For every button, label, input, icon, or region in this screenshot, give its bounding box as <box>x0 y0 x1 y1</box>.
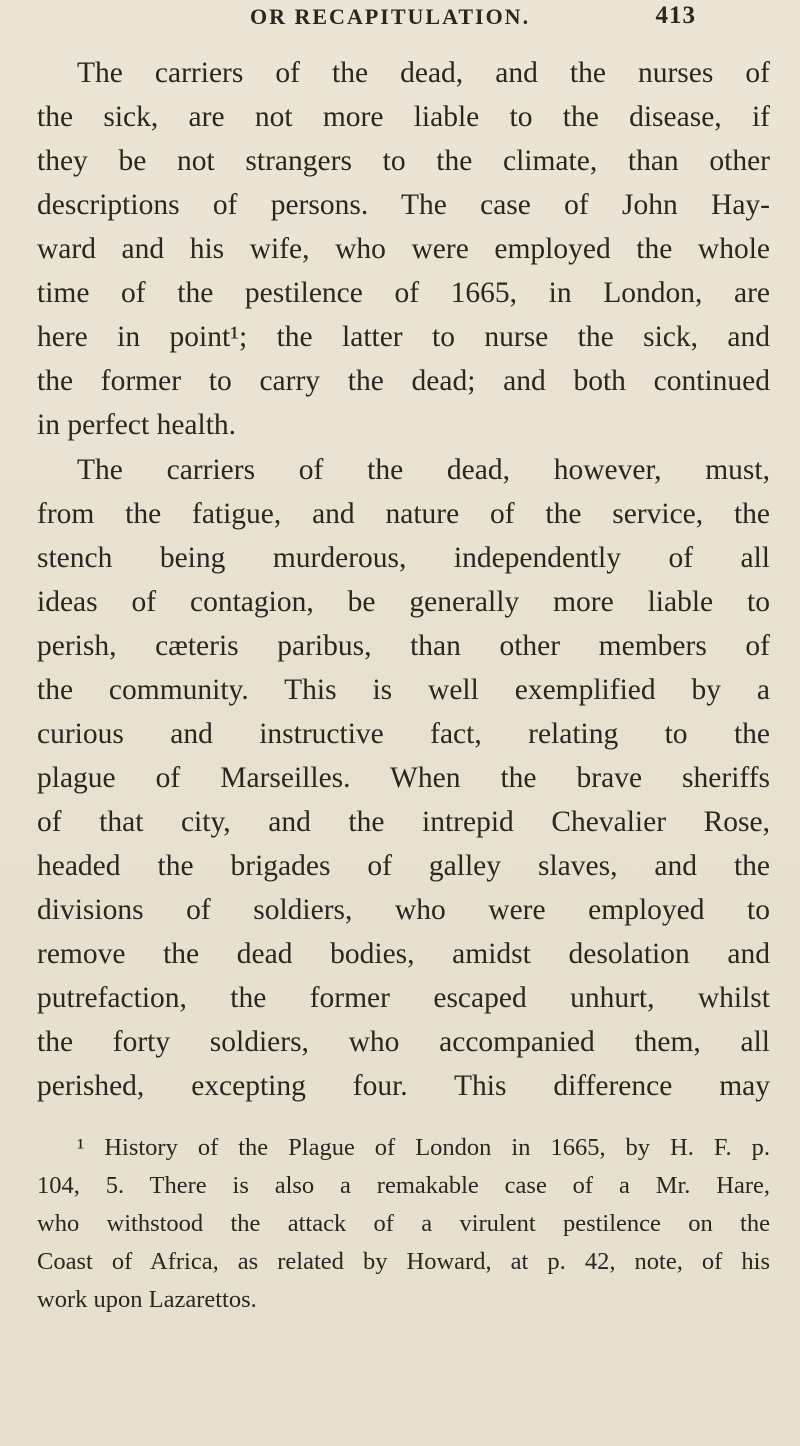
text-line: perished, excepting four. This difference may <box>37 1070 770 1102</box>
text-line: of that city, and the intrepid Chevalier Rose, <box>37 806 770 838</box>
running-head: OR RECAPITULATION. <box>250 4 531 29</box>
text-line: ideas of contagion, be generally more liable to <box>37 586 770 618</box>
text-line: curious and instructive fact, relating to the <box>37 718 770 750</box>
text-line: putrefaction, the former escaped unhurt, whilst <box>37 982 770 1014</box>
text-line: headed the brigades of galley slaves, and the <box>37 850 770 882</box>
text-line: time of the pestilence of 1665, in London, are <box>37 277 770 309</box>
text-line: the former to carry the dead; and both continued <box>37 365 770 397</box>
text-line: in perfect health. <box>37 409 237 441</box>
text-line: descriptions of persons. The case of John Hay- <box>37 189 770 221</box>
text-line: perish, cæteris paribus, than other members of <box>37 630 770 662</box>
text-line: they be not strangers to the climate, than other <box>37 145 770 177</box>
text-line: remove the dead bodies, amidst desolation and <box>37 938 770 970</box>
text-line: stench being murderous, independently of all <box>37 542 770 574</box>
footnote-line: Coast of Africa, as related by Howard, at p. 42, note, of his <box>37 1248 770 1275</box>
text-line: divisions of soldiers, who were employed to <box>37 894 770 926</box>
text-line: here in point¹; the latter to nurse the sick, and <box>37 321 770 353</box>
text-line: from the fatigue, and nature of the service, the <box>37 498 770 530</box>
footnote-line: work upon Lazarettos. <box>37 1286 257 1313</box>
text-line: the forty soldiers, who accompanied them, all <box>37 1026 770 1058</box>
text-line: ward and his wife, who were employed the whole <box>37 233 770 265</box>
text-line: The carriers of the dead, and the nurses of <box>77 57 770 89</box>
text-line: plague of Marseilles. When the brave sheriffs <box>37 762 770 794</box>
footnote-line: 104, 5. There is also a remakable case of a Mr. Hare, <box>37 1172 770 1199</box>
text-line: The carriers of the dead, however, must, <box>77 454 770 486</box>
footnote-line: who withstood the attack of a virulent pestilence on the <box>37 1210 770 1237</box>
text-line: the community. This is well exemplified by a <box>37 674 770 706</box>
footnote-line: ¹ History of the Plague of London in 1665, by H. F. p. <box>77 1134 770 1161</box>
text-line: the sick, are not more liable to the disease, if <box>37 101 770 133</box>
page-number: 413 <box>655 2 696 29</box>
